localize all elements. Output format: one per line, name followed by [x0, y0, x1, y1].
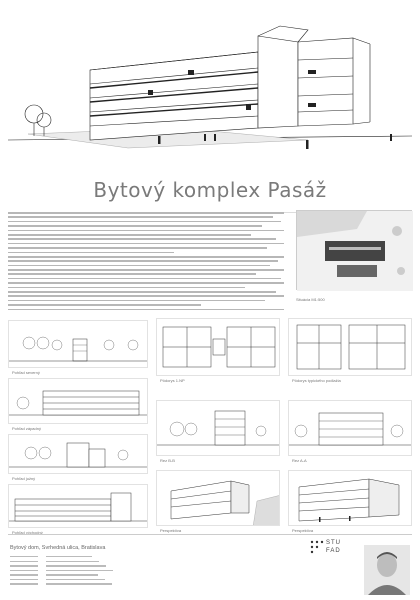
- footer-subtitle: Bytový dom, Svrhedná ulica, Bratislava: [10, 545, 106, 551]
- elevation-east-caption: Pohľad východný: [12, 530, 43, 535]
- floor-plan-typical-caption: Pôdorys typického podlažia: [292, 378, 341, 383]
- footer-info-lines: [10, 556, 140, 588]
- text-line: [8, 252, 174, 254]
- elevation-south: [8, 434, 148, 474]
- floor-plan-ground-caption: Pôdorys 1.NP: [160, 378, 185, 383]
- text-line: [8, 309, 284, 311]
- info-row: [10, 561, 140, 562]
- text-line: [8, 278, 281, 280]
- logo-line2: FAD: [326, 548, 341, 554]
- section-bb-caption: Rez B-B: [160, 458, 175, 463]
- info-row: [10, 570, 140, 571]
- perspective-1-caption: Perspektíva: [160, 528, 182, 533]
- text-line: [8, 282, 284, 284]
- info-row: [10, 579, 140, 580]
- text-line: [8, 221, 281, 223]
- info-row: [10, 565, 140, 566]
- text-line: [8, 304, 201, 306]
- elevation-west: [8, 378, 148, 424]
- text-line: [8, 265, 270, 267]
- text-line: [8, 243, 284, 245]
- page-title: Bytový komplex Pasáž: [93, 178, 327, 202]
- perspective-2: [288, 470, 412, 526]
- info-row: [10, 574, 140, 575]
- section-aa: [288, 400, 412, 456]
- elevation-south-caption: Pohľad južný: [12, 476, 36, 481]
- site-plan: [296, 210, 412, 290]
- section-bb: [156, 400, 280, 456]
- perspective-1: [156, 470, 280, 526]
- perspective-2-caption: Perspektíva: [292, 528, 314, 533]
- elevation-north: [8, 320, 148, 368]
- text-line: [8, 234, 251, 236]
- author-portrait: [364, 545, 410, 595]
- text-line: [8, 247, 267, 249]
- text-line: [8, 212, 284, 214]
- text-line: [8, 260, 278, 262]
- site-plan-drawing: [297, 211, 413, 291]
- elevation-east: [8, 484, 148, 528]
- text-line: [8, 230, 284, 232]
- text-line: [8, 287, 245, 289]
- info-row: [10, 583, 140, 584]
- elevation-west-caption: Pohľad západný: [12, 426, 41, 431]
- description-text: [8, 212, 284, 312]
- text-line: [8, 238, 276, 240]
- site-plan-caption: Situácia M1:500: [296, 297, 325, 302]
- info-row: [10, 556, 140, 557]
- text-line: [8, 225, 262, 227]
- footer-divider: [8, 534, 412, 535]
- text-line: [8, 295, 284, 297]
- text-line: [8, 300, 265, 302]
- hero-rendering: [8, 8, 412, 158]
- text-line: [8, 256, 284, 258]
- elevation-north-caption: Pohľad severný: [12, 370, 40, 375]
- building-perspective-drawing: [8, 8, 412, 158]
- text-line: [8, 291, 276, 293]
- section-aa-caption: Rez A-A: [292, 458, 307, 463]
- text-line: [8, 273, 256, 275]
- logo-line1: STU: [326, 540, 341, 546]
- floor-plan-typical: [288, 318, 412, 376]
- text-line: [8, 216, 273, 218]
- stu-fad-logo: [308, 538, 352, 578]
- text-line: [8, 269, 284, 271]
- floor-plan-ground: [156, 318, 280, 376]
